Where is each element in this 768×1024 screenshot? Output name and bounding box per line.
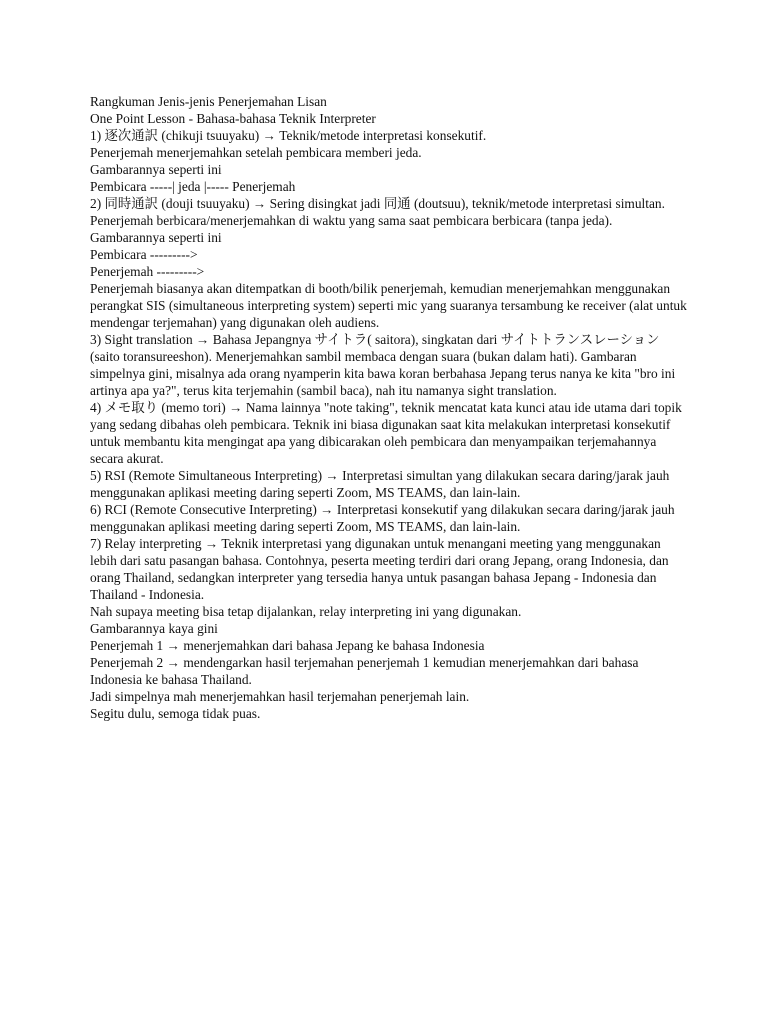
paragraph-line: 4) メモ取り (memo tori) → Nama lainnya "note taking", teknik mencatat kata kunci atau ide utama dari topik yang sedang dibahas oleh pembicara. Teknik ini biasa digunakan saat kita melakukan interpretasi konsekutif untuk membantu kita mengingat apa yang dibicarakan oleh pembicara dan menyampaikan terjemahannya secara akurat.: [90, 400, 682, 466]
paragraph-line: Jadi simpelnya mah menerjemahkan hasil terjemahan penerjemah lain.: [90, 689, 470, 704]
paragraph-line: 2) 同時通訳 (douji tsuuyaku) → Sering disingkat jadi 同通 (doutsuu), teknik/metode interpretasi simultan.: [90, 196, 665, 211]
paragraph-line: Nah supaya meeting bisa tetap dijalankan, relay interpreting ini yang digunakan.: [90, 604, 522, 619]
paragraph-line: Gambarannya seperti ini: [90, 162, 222, 177]
paragraph-line: Penerjemah --------->: [90, 264, 205, 279]
document-body: [90, 93, 690, 722]
document-subtitle: One Point Lesson - Bahasa-bahasa Teknik Interpreter: [90, 111, 376, 126]
paragraph-line: Penerjemah berbicara/menerjemahkan di waktu yang sama saat pembicara berbicara (tanpa jeda).: [90, 213, 613, 228]
paragraph-line: 7) Relay interpreting → Teknik interpretasi yang digunakan untuk menangani meeting yang menggunakan lebih dari satu pasangan bahasa. Contohnya, peserta meeting terdiri dari orang Jepang, orang Indonesia, dan orang Thailand, sedangkan interpreter yang tersedia hanya untuk pasangan bahasa Jepang - Indonesia dan Thailand - Indonesia.: [90, 536, 669, 602]
paragraph-line: 3) Sight translation → Bahasa Jepangnya サイトラ( saitora), singkatan dari サイトトランスレーション (saito toransureeshon). Menerjemahkan sambil membaca dengan suara (bukan dalam hati). Gambaran simpelnya gini, misalnya ada orang nyamperin kita bawa koran berbahasa Jepang terus nanya ke kita "bro ini artinya apa ya?", terus kita terjemahin (sambil baca), nah itu namanya sight translation.: [90, 332, 676, 398]
paragraph-line: Pembicara -----| jeda |----- Penerjemah: [90, 179, 296, 194]
paragraph-line: 1) 逐次通訳 (chikuji tsuuyaku) → Teknik/metode interpretasi konsekutif.: [90, 128, 487, 143]
document-title: Rangkuman Jenis-jenis Penerjemahan Lisan: [90, 94, 327, 109]
paragraph-line: Penerjemah 1 → menerjemahkan dari bahasa Jepang ke bahasa Indonesia: [90, 638, 485, 653]
paragraph-line: 6) RCI (Remote Consecutive Interpreting) → Interpretasi konsekutif yang dilakukan secara daring/jarak jauh menggunakan aplikasi meeting daring seperti Zoom, MS TEAMS, dan lain-lain.: [90, 502, 675, 534]
paragraph-line: Gambarannya kaya gini: [90, 621, 218, 636]
paragraph-line: Penerjemah menerjemahkan setelah pembicara memberi jeda.: [90, 145, 422, 160]
paragraph-line: Penerjemah biasanya akan ditempatkan di booth/bilik penerjemah, kemudian menerjemahkan menggunakan perangkat SIS (simultaneous interpreting system) seperti mic yang suaranya tersambung ke receiver (alat untuk mendengar terjemahan) yang digunakan oleh audiens.: [90, 281, 687, 330]
paragraph-line: Penerjemah 2 → mendengarkan hasil terjemahan penerjemah 1 kemudian menerjemahkan dari bahasa Indonesia ke bahasa Thailand.: [90, 655, 639, 687]
paragraph-line: Gambarannya seperti ini: [90, 230, 222, 245]
paragraph-line: 5) RSI (Remote Simultaneous Interpreting) → Interpretasi simultan yang dilakukan secara daring/jarak jauh menggunakan aplikasi meeting daring seperti Zoom, MS TEAMS, dan lain-lain.: [90, 468, 670, 500]
paragraph-line: Segitu dulu, semoga tidak puas.: [90, 706, 261, 721]
paragraph-line: Pembicara --------->: [90, 247, 198, 262]
